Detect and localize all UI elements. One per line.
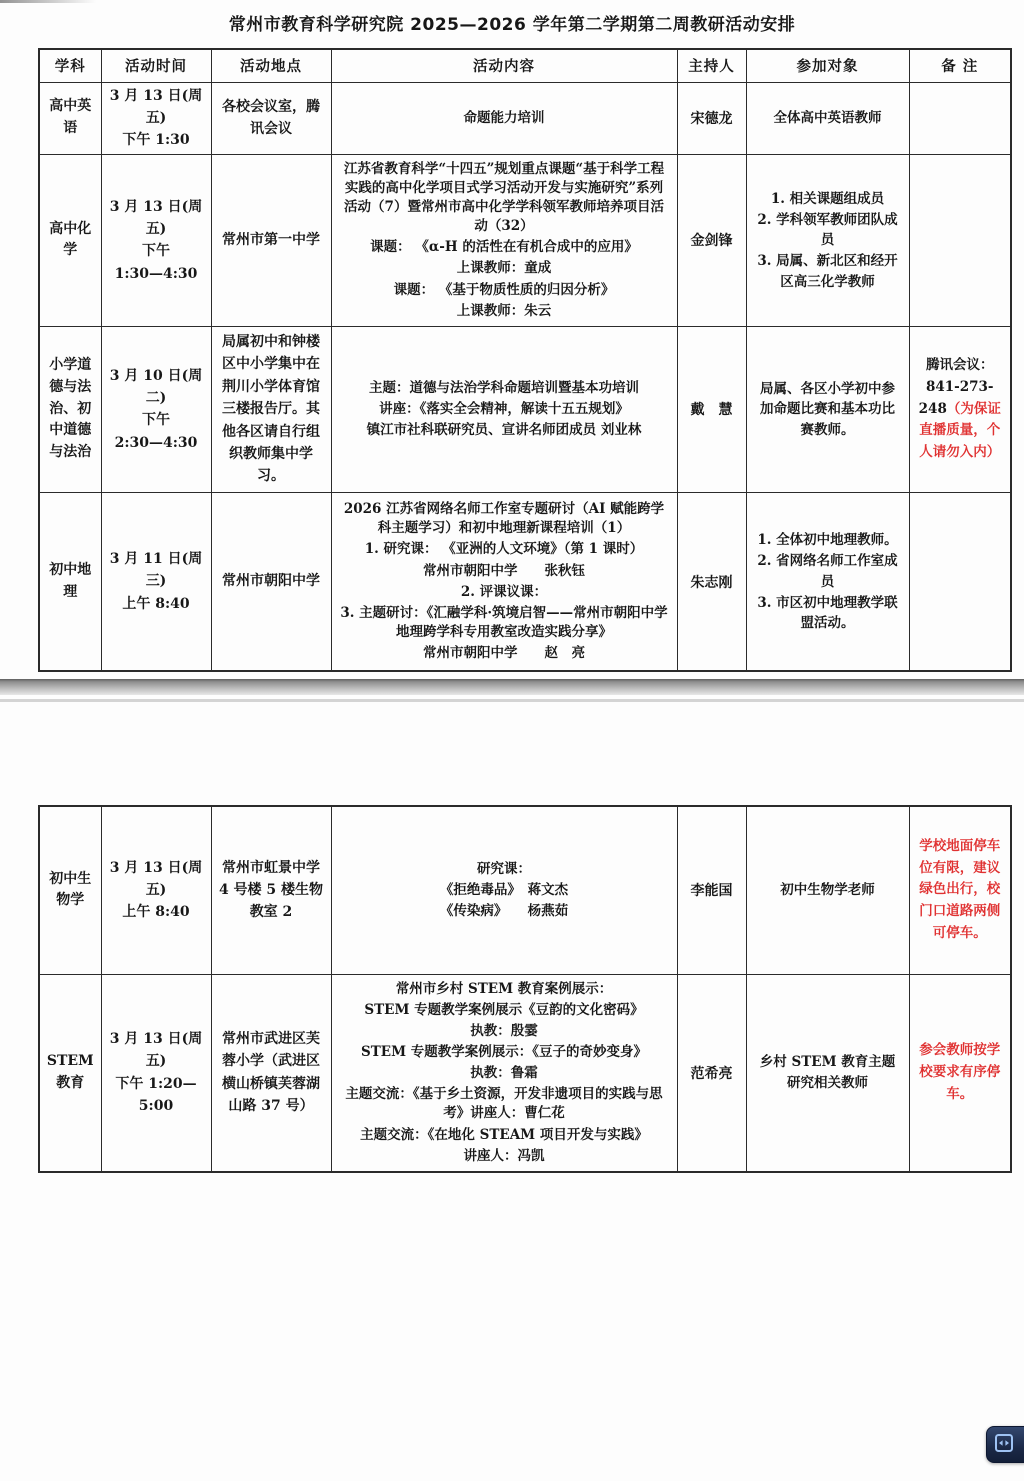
content-line: 执教：殷霎 — [470, 1022, 538, 1039]
cell-location: 常州市朝阳中学 — [211, 492, 331, 671]
content-line: 命题能力培训 — [463, 109, 545, 126]
page-edge-artifact — [0, 0, 96, 3]
participant-line: 1. 全体初中地理教师。 — [757, 532, 898, 549]
content-line: 讲座：《落实全会精神，解读十五五规划》 — [379, 400, 629, 417]
page-break-shadow — [0, 699, 1024, 702]
cell-note — [909, 326, 1011, 492]
content-line: 《传染病》 杨燕茹 — [439, 902, 569, 919]
content-line: 《拒绝毒品》 蒋文杰 — [439, 881, 569, 898]
content-line: 常州市朝阳中学 张秋钰 — [423, 562, 585, 579]
fit-to-screen-button[interactable] — [986, 1426, 1024, 1463]
cell-time — [101, 806, 211, 974]
page-break-bar — [0, 679, 1024, 695]
cell-note — [909, 806, 1011, 974]
header-content: 活动内容 — [331, 49, 677, 82]
content-line: STEM 专题教学案例展示《豆韵的文化密码》 — [364, 1001, 644, 1018]
table-row — [39, 806, 1011, 974]
cell-content — [331, 154, 677, 326]
cell-participants — [746, 492, 909, 671]
cell-note — [909, 154, 1011, 326]
content-line: 上课教师：朱云 — [456, 302, 552, 319]
content-line: 课题： 《α-H 的活性在有机合成中的应用》 — [370, 239, 638, 256]
cell-content — [331, 806, 677, 974]
cell-subject: 初中生物学 — [39, 806, 101, 974]
time-line: 上午 8:40 — [122, 595, 190, 612]
cell-host: 宋德龙 — [677, 82, 746, 154]
cell-host: 朱志刚 — [677, 492, 746, 671]
cell-content — [331, 974, 677, 1172]
cell-participants — [746, 326, 909, 492]
cell-time — [101, 326, 211, 492]
cell-host: 金剑锋 — [677, 154, 746, 326]
table-row — [39, 154, 1011, 326]
cell-host: 李能国 — [677, 806, 746, 974]
header-participants: 参加对象 — [746, 49, 909, 82]
participant-line: 初中生物学老师 — [780, 882, 875, 899]
header-time: 活动时间 — [101, 49, 211, 82]
fit-to-screen-icon — [994, 1433, 1014, 1457]
participant-line: 2. 学科领军教师团队成员 — [757, 211, 898, 249]
content-line: 常州市朝阳中学 赵 亮 — [423, 645, 585, 662]
time-line: 下午 1:30 — [122, 132, 190, 149]
cell-time — [101, 82, 211, 154]
cell-host: 范希亮 — [677, 974, 746, 1172]
time-line: 下午 — [142, 243, 170, 260]
time-line: 3 月 11 日(周三) — [109, 551, 203, 590]
content-line: STEM 专题教学案例展示：《豆子的奇妙变身》 — [361, 1043, 647, 1060]
cell-location: 常州市第一中学 — [211, 154, 331, 326]
content-line: 主题：道德与法治学科命题培训暨基本功培训 — [369, 379, 639, 396]
time-line: 1:30—4:30 — [114, 265, 198, 282]
content-line: 讲座人：冯凯 — [463, 1147, 545, 1164]
cell-participants — [746, 806, 909, 974]
header-subject: 学科 — [39, 49, 101, 82]
cell-time — [101, 974, 211, 1172]
cell-note — [909, 974, 1011, 1172]
time-line: 下午 1:20—5:00 — [115, 1075, 197, 1115]
content-line: 镇江市社科联研究员、宣讲名师团成员 刘业林 — [366, 422, 642, 438]
table-header-row — [39, 49, 1011, 82]
time-line: 3 月 10 日(周二) — [109, 367, 203, 407]
table-row — [39, 974, 1011, 1172]
time-line: 上午 8:40 — [122, 904, 190, 921]
content-line: 主题交流：《在地化 STEAM 项目开发与实践》 — [360, 1126, 648, 1143]
cell-content — [331, 326, 677, 492]
cell-note — [909, 82, 1011, 154]
header-note: 备 注 — [909, 49, 1011, 82]
schedule-table-page1 — [38, 48, 1012, 672]
content-line: 2. 评课议课： — [460, 583, 548, 600]
content-line: 主题交流：《基于乡土资源，开发非遗项目的实践与思考》讲座人：曹仁花 — [345, 1086, 663, 1122]
table-row — [39, 82, 1011, 154]
cell-location: 各校会议室，腾讯会议 — [211, 82, 331, 154]
page-title: 常州市教育科学研究院 2025—2026 学年第二学期第二周教研活动安排 — [228, 15, 796, 35]
time-line: 下午 — [142, 412, 170, 429]
content-line: 3. 主题研讨：《汇融学科·筑境启智——常州市朝阳中学地理跨学科专用教室改造实践分享》 — [340, 604, 668, 640]
cell-participants — [746, 974, 909, 1172]
participant-line: 3. 市区初中地理教学联盟活动。 — [757, 594, 898, 632]
cell-subject: STEM教育 — [39, 974, 101, 1172]
cell-participants — [746, 82, 909, 154]
content-line: 课题： 《基于物质性质的归因分析》 — [393, 281, 615, 298]
time-line: 2:30—4:30 — [114, 434, 198, 451]
time-line: 3 月 13 日(周五) — [109, 198, 203, 237]
note-text-red: 参会教师按学校要求有序停车。 — [919, 1042, 1001, 1102]
cell-subject: 小学道德与法治、初中道德与法治 — [39, 326, 101, 492]
cell-location: 常州市武进区芙蓉小学（武进区横山桥镇芙蓉湖山路 37 号） — [211, 974, 331, 1172]
cell-location: 局属初中和钟楼区中小学集中在荆川小学体育馆三楼报告厅。其他各区请自行组织教师集中学习。 — [211, 326, 331, 492]
participant-line: 1. 相关课题组成员 — [770, 190, 885, 207]
cell-subject: 高中化学 — [39, 154, 101, 326]
participant-line: 2. 省网络名师工作室成员 — [757, 553, 898, 590]
content-line: 执教：鲁霜 — [470, 1065, 538, 1082]
cell-time — [101, 154, 211, 326]
cell-participants — [746, 154, 909, 326]
time-line: 3 月 13 日(周五) — [109, 87, 203, 126]
cell-host: 戴 慧 — [677, 326, 746, 492]
content-line: 1. 研究课： 《亚洲的人文环境》（第 1 课时） — [364, 541, 644, 558]
content-line: 研究课： — [477, 860, 531, 877]
content-line: 常州市乡村 STEM 教育案例展示： — [395, 980, 613, 997]
header-location: 活动地点 — [211, 49, 331, 82]
header-host: 主持人 — [677, 49, 746, 82]
note-text-red: 学校地面停车位有限，建议绿色出行，校门口道路两侧可停车。 — [919, 838, 1001, 941]
cell-content — [331, 82, 677, 154]
time-line: 3 月 13 日(周五) — [109, 859, 203, 899]
content-line: 上课教师：童成 — [456, 260, 552, 277]
note-text: 腾讯会议：841-273-248 — [918, 357, 994, 417]
cell-content — [331, 492, 677, 671]
participant-line: 全体高中英语教师 — [773, 109, 882, 126]
participant-line: 局属、各区小学初中参加命题比赛和基本功比赛教师。 — [760, 381, 895, 438]
cell-location: 常州市虹景中学 4 号楼 5 楼生物教室 2 — [211, 806, 331, 974]
cell-time — [101, 492, 211, 671]
participant-line: 乡村 STEM 教育主题研究相关教师 — [759, 1054, 896, 1091]
cell-subject: 高中英语 — [39, 82, 101, 154]
cell-subject: 初中地理 — [39, 492, 101, 671]
table-row — [39, 326, 1011, 492]
time-line: 3 月 13 日(周五) — [109, 1030, 203, 1070]
cell-note — [909, 492, 1011, 671]
table-row — [39, 492, 1011, 671]
note-text-red: （为保证直播质量，个人请勿入内） — [919, 400, 1001, 460]
content-line: 2026 江苏省网络名师工作室专题研讨（AI 赋能跨学科主题学习）和初中地理新课程培训（1） — [343, 501, 665, 537]
schedule-table-page2 — [38, 805, 1012, 1173]
content-line: 江苏省教育科学“十四五”规划重点课题“基于科学工程实践的高中化学项目式学习活动开发与实施研究”系列活动（7）暨常州市高中化学学科领军教师培养项目活动（32） — [343, 160, 665, 235]
participant-line: 3. 局属、新北区和经开区高三化学教师 — [757, 253, 898, 290]
